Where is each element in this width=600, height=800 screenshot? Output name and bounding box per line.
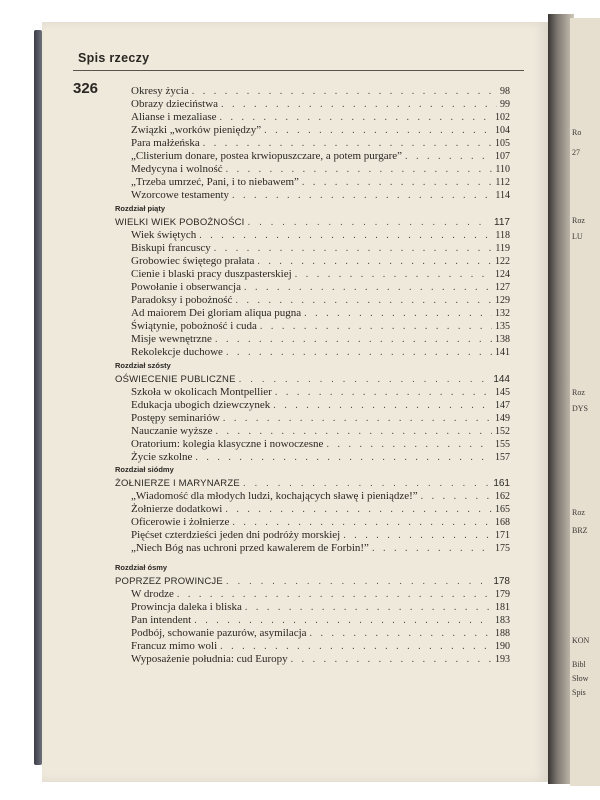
toc-entry-title: Grobowiec świętego prałata xyxy=(131,255,255,267)
dot-leader xyxy=(421,490,492,503)
dot-leader xyxy=(232,189,492,202)
toc-entry xyxy=(131,111,510,124)
facing-page-fragment: Bibl xyxy=(572,660,586,669)
dot-leader xyxy=(225,503,492,516)
dot-leader xyxy=(295,268,492,281)
chapter-section-title: OŚWIECENIE PUBLICZNE xyxy=(115,374,236,385)
dot-leader xyxy=(245,601,492,614)
dot-leader xyxy=(239,373,491,386)
toc-entry-page: 190 xyxy=(495,641,510,652)
dot-leader xyxy=(244,281,492,294)
toc-entry-page: 124 xyxy=(495,269,510,280)
toc-entry xyxy=(131,627,510,640)
toc-entry-page: 112 xyxy=(495,177,510,188)
dot-leader xyxy=(195,451,492,464)
dot-leader xyxy=(220,111,492,124)
dot-leader xyxy=(275,386,492,399)
toc-entry-title: Para małżeńska xyxy=(131,137,200,149)
toc-entry-title: Podbój, schowanie pazurów, asymilacja xyxy=(131,627,307,639)
dot-leader xyxy=(310,627,492,640)
toc-entry xyxy=(131,588,510,601)
chapter-label: Rozdział siódmy xyxy=(115,465,174,474)
toc-entry-page: 107 xyxy=(495,151,510,162)
toc-entry xyxy=(131,490,510,503)
toc-entry-title: W drodze xyxy=(131,588,174,600)
toc-entry-title: Powołanie i obserwancja xyxy=(131,281,241,293)
toc-entry xyxy=(131,438,510,451)
toc-entry xyxy=(131,503,510,516)
dot-leader xyxy=(248,216,492,229)
toc-entry-title: Obrazy dzieciństwa xyxy=(131,98,219,110)
toc-entry-page: 122 xyxy=(495,256,510,267)
dot-leader xyxy=(302,176,492,189)
chapter-label: Rozdział szósty xyxy=(115,361,171,370)
toc-entry-page: 168 xyxy=(495,517,510,528)
facing-page-fragment: Ro xyxy=(572,128,582,137)
toc-entry xyxy=(131,386,510,399)
toc-entry xyxy=(131,614,510,627)
toc-entry xyxy=(131,307,510,320)
toc-entry-title: Rekolekcje duchowe xyxy=(131,346,223,358)
toc-entry-page: 102 xyxy=(495,112,510,123)
dot-leader xyxy=(326,438,492,451)
dot-leader xyxy=(216,425,492,438)
toc-entry-title: Wiek świętych xyxy=(131,229,197,241)
header-rule xyxy=(73,70,524,71)
toc-entry-title: Oficerowie i żołnierze xyxy=(131,516,230,528)
toc-entry-page: 183 xyxy=(495,615,510,626)
toc-entry xyxy=(131,653,510,666)
toc-entry-page: 110 xyxy=(495,164,510,175)
chapter-section-page: 144 xyxy=(493,374,510,385)
dot-leader xyxy=(232,516,492,529)
chapter-section xyxy=(115,216,510,229)
chapter-label: Rozdział ósmy xyxy=(115,563,168,572)
toc-entry-page: 129 xyxy=(495,295,510,306)
toc-entry-page: 165 xyxy=(495,504,510,515)
facing-page-fragment: Roz xyxy=(572,508,585,517)
toc-entry-title: Pięćset czterdzieści jeden dni podróży morskiej xyxy=(131,529,341,541)
facing-page-edge xyxy=(570,18,600,786)
toc-entry-title: Misje wewnętrzne xyxy=(131,333,212,345)
toc-entry-title: Wzorcowe testamenty xyxy=(131,189,230,201)
toc-entry-title: Cienie i blaski pracy duszpasterskiej xyxy=(131,268,292,280)
toc-entry-title: Związki „worków pieniędzy” xyxy=(131,124,262,136)
toc-entry-title: Postępy seminariów xyxy=(131,412,220,424)
facing-page-fragment: Roz xyxy=(572,388,585,397)
dot-leader xyxy=(343,529,492,542)
dot-leader xyxy=(257,255,492,268)
facing-page-fragment: Słow xyxy=(572,674,589,683)
dot-leader xyxy=(273,399,492,412)
dot-leader xyxy=(304,307,492,320)
toc-entry-page: 157 xyxy=(495,452,510,463)
toc-entry-page: 104 xyxy=(495,125,510,136)
dot-leader xyxy=(243,477,490,490)
chapter-section-title: WIELKI WIEK POBOŻNOŚCI xyxy=(115,217,245,228)
toc-entry-title: Oratorium: kolegia klasyczne i nowoczesne xyxy=(131,438,324,450)
dot-leader xyxy=(221,98,497,111)
dot-leader xyxy=(291,653,492,666)
toc-entry xyxy=(131,124,510,137)
toc-entry xyxy=(131,85,510,98)
toc-entry xyxy=(131,529,510,542)
toc-entry xyxy=(131,255,510,268)
dot-leader xyxy=(372,542,492,555)
toc-entry xyxy=(131,412,510,425)
toc-entry-page: 105 xyxy=(495,138,510,149)
toc-entry-title: Pan intendent xyxy=(131,614,192,626)
toc-entry-page: 152 xyxy=(495,426,510,437)
toc-entry xyxy=(131,163,510,176)
toc-entry-page: 179 xyxy=(495,589,510,600)
toc-entry-title: Żołnierze dodatkowi xyxy=(131,503,223,515)
toc-entry-title: Wyposażenie południa: cud Europy xyxy=(131,653,288,665)
facing-page-fragment: 27 xyxy=(572,148,580,157)
facing-page-fragment: Roz xyxy=(572,216,585,225)
facing-page-fragment: Spis xyxy=(572,688,586,697)
toc-entry-title: Życie szkolne xyxy=(131,451,193,463)
toc-entry xyxy=(131,189,510,202)
dot-leader xyxy=(199,229,492,242)
toc-entry-title: Medycyna i wolność xyxy=(131,163,223,175)
dot-leader xyxy=(226,575,490,588)
toc-entry-page: 145 xyxy=(495,387,510,398)
facing-page-fragment: DYS xyxy=(572,404,589,413)
toc-entry xyxy=(131,229,510,242)
toc-entry-page: 155 xyxy=(495,439,510,450)
toc-entry-title: „Trzeba umrzeć, Pani, i to niebawem” xyxy=(131,176,299,188)
dot-leader xyxy=(177,588,492,601)
toc-entry-page: 119 xyxy=(495,243,510,254)
chapter-section-title: ŻOŁNIERZE I MARYNARZE xyxy=(115,478,240,489)
chapter-section-page: 178 xyxy=(493,576,510,587)
toc-entry-title: Prowincja daleka i bliska xyxy=(131,601,242,613)
toc-entry-title: Francuz mimo woli xyxy=(131,640,218,652)
toc-entry-title: Okresy życia xyxy=(131,85,189,97)
toc-entry xyxy=(131,516,510,529)
toc-entry xyxy=(131,451,510,464)
toc-entry xyxy=(131,268,510,281)
toc-entry xyxy=(131,150,510,163)
toc-entry-page: 98 xyxy=(500,86,510,97)
chapter-section xyxy=(115,373,510,386)
toc-entry-page: 193 xyxy=(495,654,510,665)
facing-page-fragment: BRZ xyxy=(572,526,588,535)
toc-entry xyxy=(131,294,510,307)
chapter-section-page: 117 xyxy=(494,217,510,228)
toc-entry xyxy=(131,399,510,412)
book-cover-edge xyxy=(34,30,42,765)
toc-entry-title: Biskupi francuscy xyxy=(131,242,211,254)
toc-entry-title: Ad maiorem Dei gloriam aliqua pugna xyxy=(131,307,302,319)
chapter-section-page: 161 xyxy=(493,478,510,489)
toc-entry-title: Paradoksy i pobożność xyxy=(131,294,233,306)
chapter-section-title: POPRZEZ PROWINCJE xyxy=(115,576,223,587)
toc-entry-page: 99 xyxy=(500,99,510,110)
toc-entry-title: Nauczanie wyższe xyxy=(131,425,213,437)
dot-leader xyxy=(223,412,492,425)
dot-leader xyxy=(226,163,493,176)
toc-entry-page: 171 xyxy=(495,530,510,541)
dot-leader xyxy=(405,150,492,163)
toc-entry xyxy=(131,320,510,333)
facing-page-fragment: LU xyxy=(572,232,583,241)
dot-leader xyxy=(215,333,492,346)
dot-leader xyxy=(214,242,493,255)
toc-entry-page: 141 xyxy=(495,347,510,358)
page-number: 326 xyxy=(73,80,99,97)
facing-page-fragment: KON xyxy=(572,636,590,645)
toc-entry xyxy=(131,98,510,111)
dot-leader xyxy=(203,137,492,150)
toc-entry-page: 127 xyxy=(495,282,510,293)
toc-entry-page: 149 xyxy=(495,413,510,424)
toc-entry-page: 118 xyxy=(495,230,510,241)
dot-leader xyxy=(220,640,492,653)
toc-entry-page: 114 xyxy=(495,190,510,201)
dot-leader xyxy=(260,320,492,333)
page-header: Spis rzeczy xyxy=(78,51,150,65)
toc-entry xyxy=(131,281,510,294)
toc-entry-page: 188 xyxy=(495,628,510,639)
dot-leader xyxy=(226,346,492,359)
toc-entry-title: Alianse i mezaliase xyxy=(131,111,217,123)
toc-entry xyxy=(131,425,510,438)
toc-entry xyxy=(131,333,510,346)
toc-entry-title: „Clisterium donare, postea krwiopuszczare, a potem purgare” xyxy=(131,150,403,162)
toc-entry xyxy=(131,601,510,614)
toc-entry-title: Świątynie, pobożność i cuda xyxy=(131,320,257,332)
dot-leader xyxy=(264,124,492,137)
toc-entry xyxy=(131,346,510,359)
toc-entry-page: 135 xyxy=(495,321,510,332)
toc-entry xyxy=(131,542,510,555)
toc-entry-page: 132 xyxy=(495,308,510,319)
toc-entry xyxy=(131,242,510,255)
dot-leader xyxy=(192,85,497,98)
chapter-section xyxy=(115,477,510,490)
toc-entry-page: 147 xyxy=(495,400,510,411)
toc-entry xyxy=(131,137,510,150)
toc-entry-title: „Niech Bóg nas uchroni przed kawalerem de Forbin!” xyxy=(131,542,369,554)
toc-entry-title: Edukacja ubogich dziewczynek xyxy=(131,399,271,411)
toc-entry xyxy=(131,640,510,653)
toc-entry xyxy=(131,176,510,189)
toc-entry-page: 138 xyxy=(495,334,510,345)
chapter-label: Rozdział piąty xyxy=(115,204,166,213)
dot-leader xyxy=(235,294,492,307)
toc-entry-page: 175 xyxy=(495,543,510,554)
chapter-section xyxy=(115,575,510,588)
dot-leader xyxy=(194,614,492,627)
toc-entry-page: 181 xyxy=(495,602,510,613)
toc-entry-title: „Wiadomość dla młodych ludzi, kochających sławę i pieniądze!” xyxy=(131,490,418,502)
toc-entry-page: 162 xyxy=(495,491,510,502)
toc-entry-title: Szkoła w okolicach Montpellier xyxy=(131,386,272,398)
